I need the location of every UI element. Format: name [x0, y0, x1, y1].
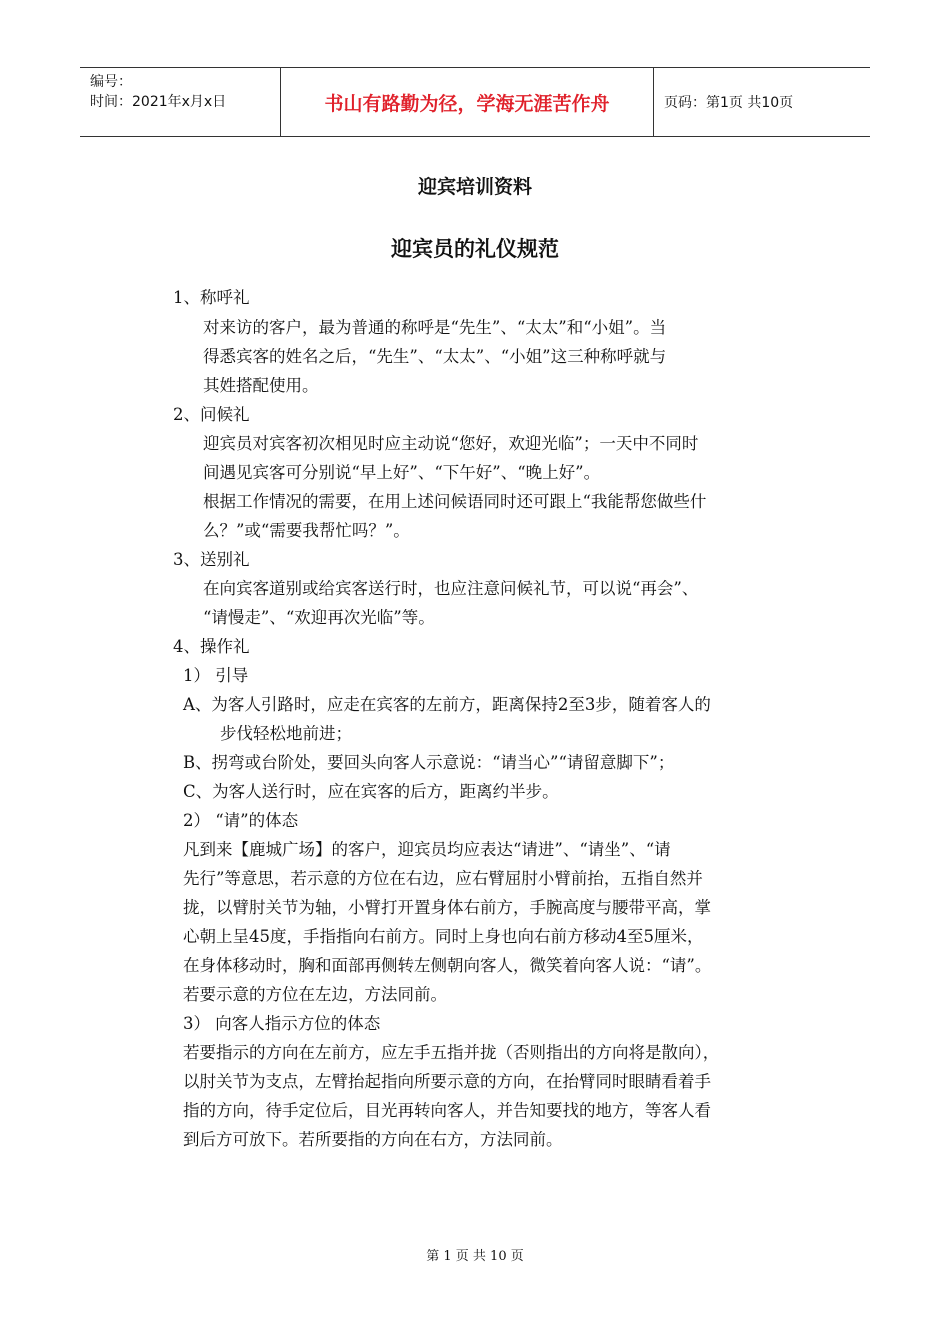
paragraph-line: 拢，以臂肘关节为轴，小臂打开置身体右前方，手腕高度与腰带平高，掌 [183, 898, 711, 917]
paragraph-line: B、拐弯或台阶处，要回头向客人示意说：“请当心”“请留意脚下”； [183, 753, 675, 772]
section-heading: 2、问候礼 [173, 405, 250, 424]
paragraph-line: 若要指示的方向在左前方，应左手五指并拢（否则指出的方向将是散向）， [183, 1043, 720, 1062]
page-header [80, 67, 870, 137]
page-footer: 第 1 页 共 10 页 [426, 1249, 524, 1264]
paragraph-line: 先行”等意思，若示意的方位在右边，应右臂屈肘小臂前抬，五指自然并 [183, 869, 703, 888]
paragraph-line: 在向宾客道别或给宾客送行时，也应注意问候礼节，可以说“再会”、 [203, 579, 699, 598]
paragraph-line: 心朝上呈45度，手指指向右前方。同时上身也向右前方移动4至5厘米， [183, 927, 704, 946]
paragraph-line: 得悉宾客的姓名之后，“先生”、“太太”、“小姐”这三种称呼就与 [203, 347, 667, 366]
header-page-info: 页码：第1页 共10页 [664, 95, 794, 111]
paragraph-line: 么？”或“需要我帮忙吗？”。 [203, 521, 410, 540]
paragraph-line: 在身体移动时，胸和面部再侧转左侧朝向客人，微笑着向客人说：“请”。 [183, 956, 712, 975]
paragraph-line: 若要示意的方位在左边，方法同前。 [183, 985, 447, 1004]
section-heading: 3、送别礼 [173, 550, 250, 569]
paragraph-line: 指的方向，待手定位后，目光再转向客人，并告知要找的地方，等客人看 [183, 1101, 711, 1120]
document-title: 迎宾培训资料 [417, 176, 532, 198]
paragraph-line: 根据工作情况的需要，在用上述问候语同时还可跟上“我能帮您做些什 [203, 492, 707, 511]
section-heading: 4、操作礼 [173, 637, 250, 656]
header-meta [80, 68, 280, 136]
paragraph-line: 以肘关节为支点，左臂抬起指向所要示意的方向，在抬臂同时眼睛看着手 [183, 1072, 711, 1091]
subsection-heading: 2） “请”的体态 [183, 811, 299, 830]
paragraph-line: 间遇见宾客可分别说“早上好”、“下午好”、“晚上好”。 [203, 463, 601, 482]
paragraph-line: 迎宾员对宾客初次相见时应主动说“您好，欢迎光临”；一天中不同时 [203, 434, 699, 453]
paragraph-line: “请慢走”、“欢迎再次光临”等。 [203, 608, 435, 627]
header-motto: 书山有路勤为径，学海无涯苦作舟 [280, 68, 654, 136]
paragraph-line: 到后方可放下。若所要指的方向在右方，方法同前。 [183, 1130, 563, 1149]
paragraph-line: C、为客人送行时，应在宾客的后方，距离约半步。 [183, 782, 559, 801]
document-number-label: 编号： [90, 74, 132, 90]
paragraph-line: 凡到来【鹿城广场】的客户，迎宾员均应表达“请进”、“请坐”、“请 [183, 840, 671, 859]
subsection-heading: 1） 引导 [183, 666, 249, 685]
paragraph-line: 其姓搭配使用。 [203, 376, 319, 395]
paragraph-line: A、为客人引路时，应走在宾客的左前方，距离保持2至3步，随着客人的 [183, 695, 711, 714]
document-date-label: 时间：2021年x月x日 [90, 94, 227, 110]
subsection-heading: 3） 向客人指示方位的体态 [183, 1014, 381, 1033]
section-heading: 1、称呼礼 [173, 288, 250, 307]
document-subtitle: 迎宾员的礼仪规范 [391, 237, 559, 261]
paragraph-line: 对来访的客户，最为普通的称呼是“先生”、“太太”和“小姐”。当 [203, 318, 667, 337]
paragraph-line: 步伐轻松地前进； [220, 724, 352, 743]
